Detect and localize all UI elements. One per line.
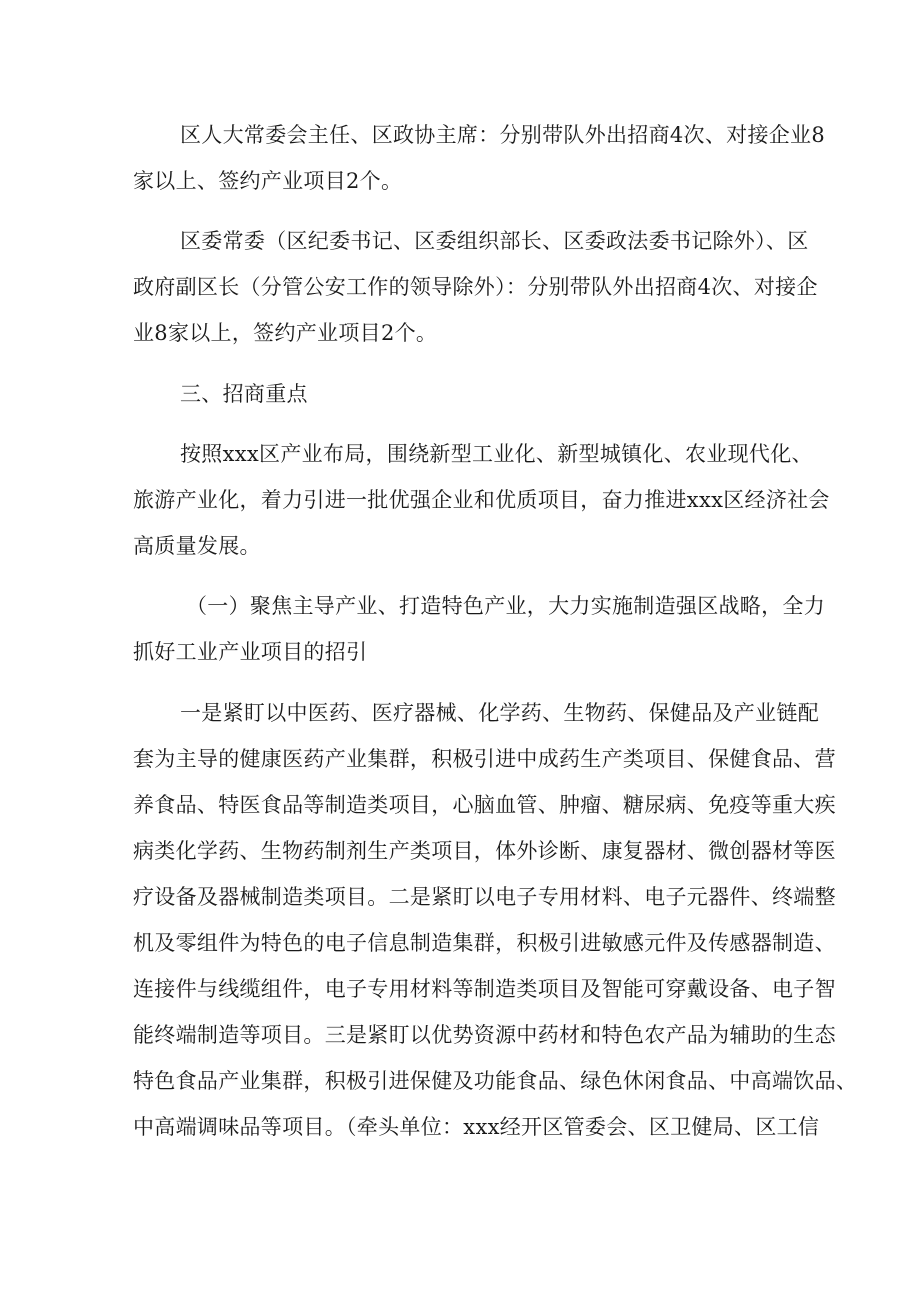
text-line: 机及零组件为特色的电子信息制造集群，积极引进敏感元件及传感器制造、: [133, 931, 836, 955]
text-line: 高质量发展。: [133, 534, 261, 558]
subsection-heading: （一）聚焦主导产业、打造特色产业，大力实施制造强区战略，全力: [186, 594, 825, 618]
text-line: 旅游产业化，着力引进一批优强企业和优质项目，奋力推进xxx区经济社会: [133, 488, 830, 512]
section-heading: 三、招商重点: [180, 382, 308, 406]
text-line: 业8家以上，签约产业项目2个。: [133, 321, 438, 345]
text-line: 区委常委（区纪委书记、区委组织部长、区委政法委书记除外）、区: [180, 229, 809, 253]
text-line: 家以上、签约产业项目2个。: [133, 169, 403, 193]
text-line: 特色食品产业集群，积极引进保健及功能食品、绿色休闲食品、中高端饮品、: [133, 1069, 858, 1093]
text-line: 套为主导的健康医药产业集群，积极引进中成药生产类项目、保健食品、营: [133, 747, 836, 771]
text-line: 中高端调味品等项目。（牵头单位：xxx经开区管委会、区卫健局、区工信: [133, 1115, 820, 1139]
text-line: 疗设备及器械制造类项目。二是紧盯以电子专用材料、电子元器件、终端整: [133, 885, 836, 909]
text-line: 政府副区长（分管公安工作的领导除外）：分别带队外出招商4次、对接企: [133, 275, 818, 299]
text-line: 一是紧盯以中医药、医疗器械、化学药、生物药、保健品及产业链配: [180, 701, 819, 725]
text-line: 能终端制造等项目。三是紧盯以优势资源中药材和特色农产品为辅助的生态: [133, 1023, 836, 1047]
text-line: 连接件与线缆组件，电子专用材料等制造类项目及智能可穿戴设备、电子智: [133, 977, 836, 1001]
text-line: 养食品、特医食品等制造类项目，心脑血管、肿瘤、糖尿病、免疫等重大疾: [133, 793, 836, 817]
text-line: 病类化学药、生物药制剂生产类项目，体外诊断、康复器材、微创器材等医: [133, 839, 836, 863]
subsection-heading: 抓好工业产业项目的招引: [133, 640, 368, 664]
text-line: 按照xxx区产业布局，围绕新型工业化、新型城镇化、农业现代化、: [180, 442, 813, 466]
text-line: 区人大常委会主任、区政协主席：分别带队外出招商4次、对接企业8: [180, 123, 826, 147]
